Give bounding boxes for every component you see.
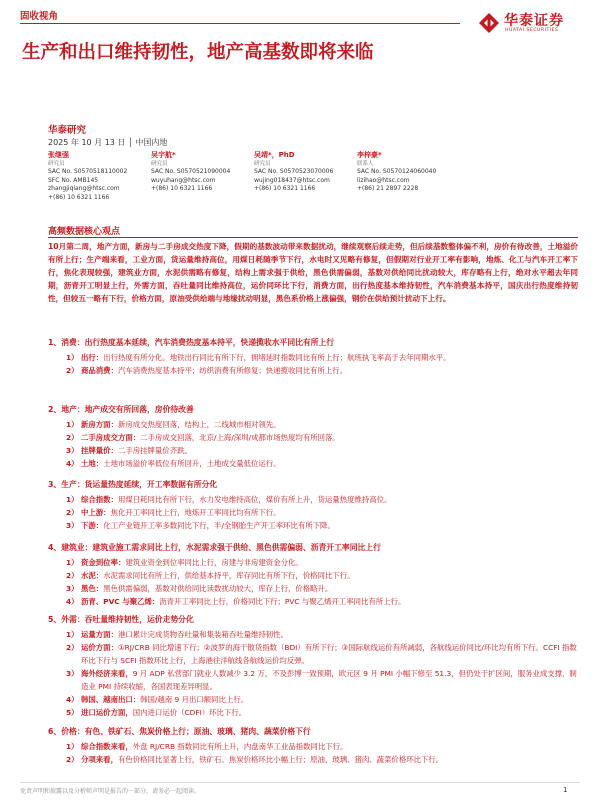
item-number: 1） <box>66 420 79 429</box>
item-key: 综合指数来看， <box>81 742 133 751</box>
item-key: 沥青、PVC 与聚乙烯： <box>81 597 160 606</box>
item-text: 国内进口运价（CDFI）环比下行。 <box>132 708 247 717</box>
logo-subtext: HUATAI SECURITIES <box>505 28 559 33</box>
item-text: 汽车消费热度基本持平；纺织消费有所修复；快递揽收同比有所上行。 <box>117 366 348 375</box>
research-firm: 华泰研究 <box>48 125 87 136</box>
item-key: 综合指数： <box>81 495 118 504</box>
item-number: 3） <box>66 521 79 530</box>
item-number: 1） <box>66 630 79 639</box>
section-heading: 1、消费：出行热度基本延续，汽车消费热度基本持平，快递揽收水平同比有所上行 <box>48 338 335 347</box>
item-text: 用煤日耗同比有所下行，水力发电维持高位，煤价有所上升，货运量热度维持高位。 <box>117 495 392 504</box>
item-text: 化工产业链开工率多数同比下行，半/全钢胎生产开工率环比有所下降。 <box>103 521 335 530</box>
author-phone: +(86) 10 6321 1166 <box>151 185 213 193</box>
item-text: 二手房成交回落，北京/上海/深圳/成都市场热度均有所回落。 <box>140 433 340 442</box>
list-item <box>48 641 578 667</box>
author-name: 李梓豪* <box>357 151 382 159</box>
item-text: 水泥需求同比有所上行，供给基本持平，库存同比有所下行，价格同比下行。 <box>103 571 355 580</box>
author-email[interactable]: lizihao@htsc.com <box>357 176 410 184</box>
item-key: 分项来看， <box>81 755 118 764</box>
list-item <box>48 444 578 457</box>
author-phone: +(86) 10 6321 1166 <box>254 185 316 193</box>
footer-disclaimer: 免责声明和披露以及分析师声明是报告的一部分，请务必一起阅读。 <box>20 788 201 795</box>
header-divider <box>20 23 460 24</box>
section-heading: 2、地产：地产成交有所回落，房价待改善 <box>48 405 194 414</box>
item-text: 新房成交热度回落，结构上，二线城市相对领先。 <box>117 420 281 429</box>
item-key: 运价方面： <box>81 643 118 652</box>
list-item <box>48 506 578 519</box>
item-key: 中上游： <box>81 508 111 517</box>
item-text: 有色价格同比显著上行，铁矿石、焦炭价格环比小幅上行；原油、玻璃、猪肉、蔬菜价格环比下行。 <box>117 755 444 764</box>
item-number: 1） <box>66 558 79 567</box>
list-item <box>48 693 578 706</box>
item-key: 资金到位率： <box>81 558 126 567</box>
item-number: 4） <box>66 597 79 606</box>
summary-divider <box>48 237 578 238</box>
author-role: 研究员 <box>254 160 271 167</box>
item-key: 商品消费： <box>81 366 118 375</box>
item-number: 5） <box>66 708 79 717</box>
item-key: 出行： <box>81 353 104 362</box>
item-text: 焦化开工率同比上行，地炼开工率同比均有所下行。 <box>110 508 281 517</box>
author-sac: SAC No. S0570521090004 <box>151 168 231 176</box>
item-text: 土地市场溢价率低位有所回升，土地成交量低位运行。 <box>103 459 281 468</box>
logo-text: 华泰证券 <box>504 13 564 29</box>
author-list <box>48 151 568 221</box>
item-text: 韩国/越南 9 月出口额同比上行。 <box>140 695 249 704</box>
list-item <box>48 569 578 582</box>
item-key: 下游： <box>81 521 104 530</box>
item-text: 黑色供需偏弱，基数对供给同比读数扰动较大，库存上行，价格略升。 <box>103 584 333 593</box>
page-number: 1 <box>563 786 568 794</box>
author-role: 研究员 <box>48 160 65 167</box>
item-number: 2） <box>66 433 79 442</box>
list-item <box>48 418 578 431</box>
section-heading: 3、生产：货运量热度延续，开工率数据有所分化 <box>48 480 218 489</box>
item-text: ①RJ/CRB 同比增速下行；②波罗的海干散货指数（BDI）有所下行；③国际航线运价有所减弱，各航线运价同比/环比均有所下行。CCFI 指数环比下行与 SCFI 指数环比上行，上海港往洋航线各航线运价均反弹。 <box>81 643 577 665</box>
author-sfc: SFC No. AMB145 <box>48 176 99 184</box>
author-sac: SAC No. S0570124060040 <box>357 168 437 176</box>
author-phone: +(86) 21 2897 2228 <box>357 185 419 193</box>
author-name: 吴靖*，PhD <box>254 151 295 159</box>
item-number: 3） <box>66 669 79 678</box>
author-role: 联系人 <box>357 160 374 167</box>
item-number: 4） <box>66 695 79 704</box>
item-key: 进口运价方面， <box>81 708 133 717</box>
footer-divider <box>20 782 580 783</box>
list-item <box>48 457 578 470</box>
item-key: 黑色： <box>81 584 104 593</box>
item-number: 3） <box>66 584 79 593</box>
list-item <box>48 431 578 444</box>
author-email[interactable]: wuyuhang@htsc.com <box>151 176 216 184</box>
list-item <box>48 628 578 641</box>
author-sac: SAC No. S0570518110002 <box>48 168 128 176</box>
list-item <box>48 667 578 693</box>
item-key: 韩国、越南出口： <box>81 695 141 704</box>
author-email[interactable]: zhangjiqiang@htsc.com <box>48 185 120 193</box>
section-external-demand <box>48 614 578 719</box>
section-heading: 5、外需：吞吐量维持韧性，运价走势分化 <box>48 615 194 624</box>
item-key: 海外经济来看， <box>81 669 133 678</box>
item-text: 9 月 ADP 私营部门就业人数减少 3.2 万，不及彭博一致预期，欧元区 9 月 PMI 小幅下修至 51.3，但仍处于扩区间，服务业成支撑，制造业 PMI 持续收缩，各国表现差异明显。 <box>81 669 577 691</box>
summary-heading: 高频数据核心观点 <box>48 227 121 237</box>
item-key: 水泥： <box>81 571 104 580</box>
item-text: 外盘 RJ/CRB 指数同比有所上升，内盘南华工业品指数同比下行。 <box>132 742 348 751</box>
item-key: 运量方面： <box>81 630 118 639</box>
item-text: 出行热度有所分化。地铁出行同比有所下行，拥堵延时指数同比有所上行；航班执飞率高于去年同期水平。 <box>103 353 451 362</box>
item-key: 土地： <box>81 459 104 468</box>
item-number: 1） <box>66 742 79 751</box>
item-text: 建筑业资金到位率同比上行，房建与非房建资金分化。 <box>125 558 303 567</box>
item-number: 2） <box>66 571 79 580</box>
logo-mark-icon <box>478 12 500 34</box>
author-name: 吴宇航* <box>151 151 176 159</box>
item-number: 4） <box>66 459 79 468</box>
section-heading: 6、价格：有色、铁矿石、焦炭价格上行；原油、玻璃、猪肉、蔬菜价格下行 <box>48 727 311 736</box>
item-number: 2） <box>66 508 79 517</box>
list-item <box>48 582 578 595</box>
summary-text: 10月第二周，地产方面，新房与二手房成交热度下降，假期的基数波动带来数据扰动，继续观察后续走势，但后续基数整体偏不利，房价有待改善，土地溢价有所上行；生产端来看，工业方面，货运量维持高位，用煤日耗随季节下行，水电时又见略有修复，但假期对行业开工率有影响，地炼、化工与汽车开工率下行，焦化表现较强，建筑业方面，水泥供需略有修复，结构上需求强于供给，黑色供需偏弱，基数对供给同比扰动较大，库存略有上行，绝对水平超去年同期，沥青开工明显上行，外需方面，吞吐量同比维持高位，运价同环比下行，消费方面，出行热度基本维持韧性，汽车消费基本持平，国庆出行热度维持韧性，但较五一略有下行，价格方面，原油受供给端与地缘扰动明显，黑色系价格上涨偏强，钢价在供给预计扰动下上行。 <box>48 242 578 303</box>
report-title: 生产和出口维持韧性，地产高基数即将来临 <box>22 42 374 63</box>
section-production <box>48 479 578 532</box>
item-number: 2） <box>66 643 79 652</box>
author-email[interactable]: wujing018437@htsc.com <box>254 176 330 184</box>
list-item <box>48 740 578 753</box>
report-date: 2025 年 10 月 13 日 │ 中国内地 <box>48 138 168 147</box>
author-phone: +(86) 10 6321 1166 <box>48 193 110 201</box>
list-item <box>48 364 578 377</box>
author-sac: SAC No. S0570523070006 <box>254 168 334 176</box>
author-role: 研究员 <box>151 160 168 167</box>
item-key: 挂牌量价： <box>81 446 118 455</box>
section-consumption <box>48 337 578 377</box>
list-item <box>48 493 578 506</box>
item-key: 新房方面： <box>81 420 118 429</box>
company-logo <box>478 10 590 38</box>
section-heading: 4、建筑业：建筑业施工需求同比上行，水泥需求强于供给、黑色供需偏弱、沥青开工率同比上行 <box>48 543 381 552</box>
item-number: 2） <box>66 755 79 764</box>
item-text: 沥青开工率同比上行，价格同比下行；PVC 与聚乙烯开工率同比有所上行。 <box>159 597 406 606</box>
list-item <box>48 351 578 364</box>
section-construction <box>48 542 578 608</box>
list-item <box>48 519 578 532</box>
author-name: 张继强 <box>48 151 69 159</box>
list-item <box>48 556 578 569</box>
report-tag: 固收视角 <box>20 11 59 22</box>
item-number: 2） <box>66 366 79 375</box>
item-text: 港口累计完成货物吞吐量和集装箱吞吐量维持韧性。 <box>117 630 288 639</box>
page-header <box>0 0 600 72</box>
item-number: 3） <box>66 446 79 455</box>
section-prices <box>48 726 578 766</box>
list-item <box>48 595 578 608</box>
author-card <box>357 151 487 194</box>
item-text: 二手房挂牌量价齐跌。 <box>117 446 192 455</box>
list-item <box>48 706 578 719</box>
item-key: 二手房成交方面： <box>81 433 141 442</box>
section-real-estate <box>48 404 578 470</box>
item-number: 1） <box>66 495 79 504</box>
item-number: 1） <box>66 353 79 362</box>
list-item <box>48 753 578 766</box>
